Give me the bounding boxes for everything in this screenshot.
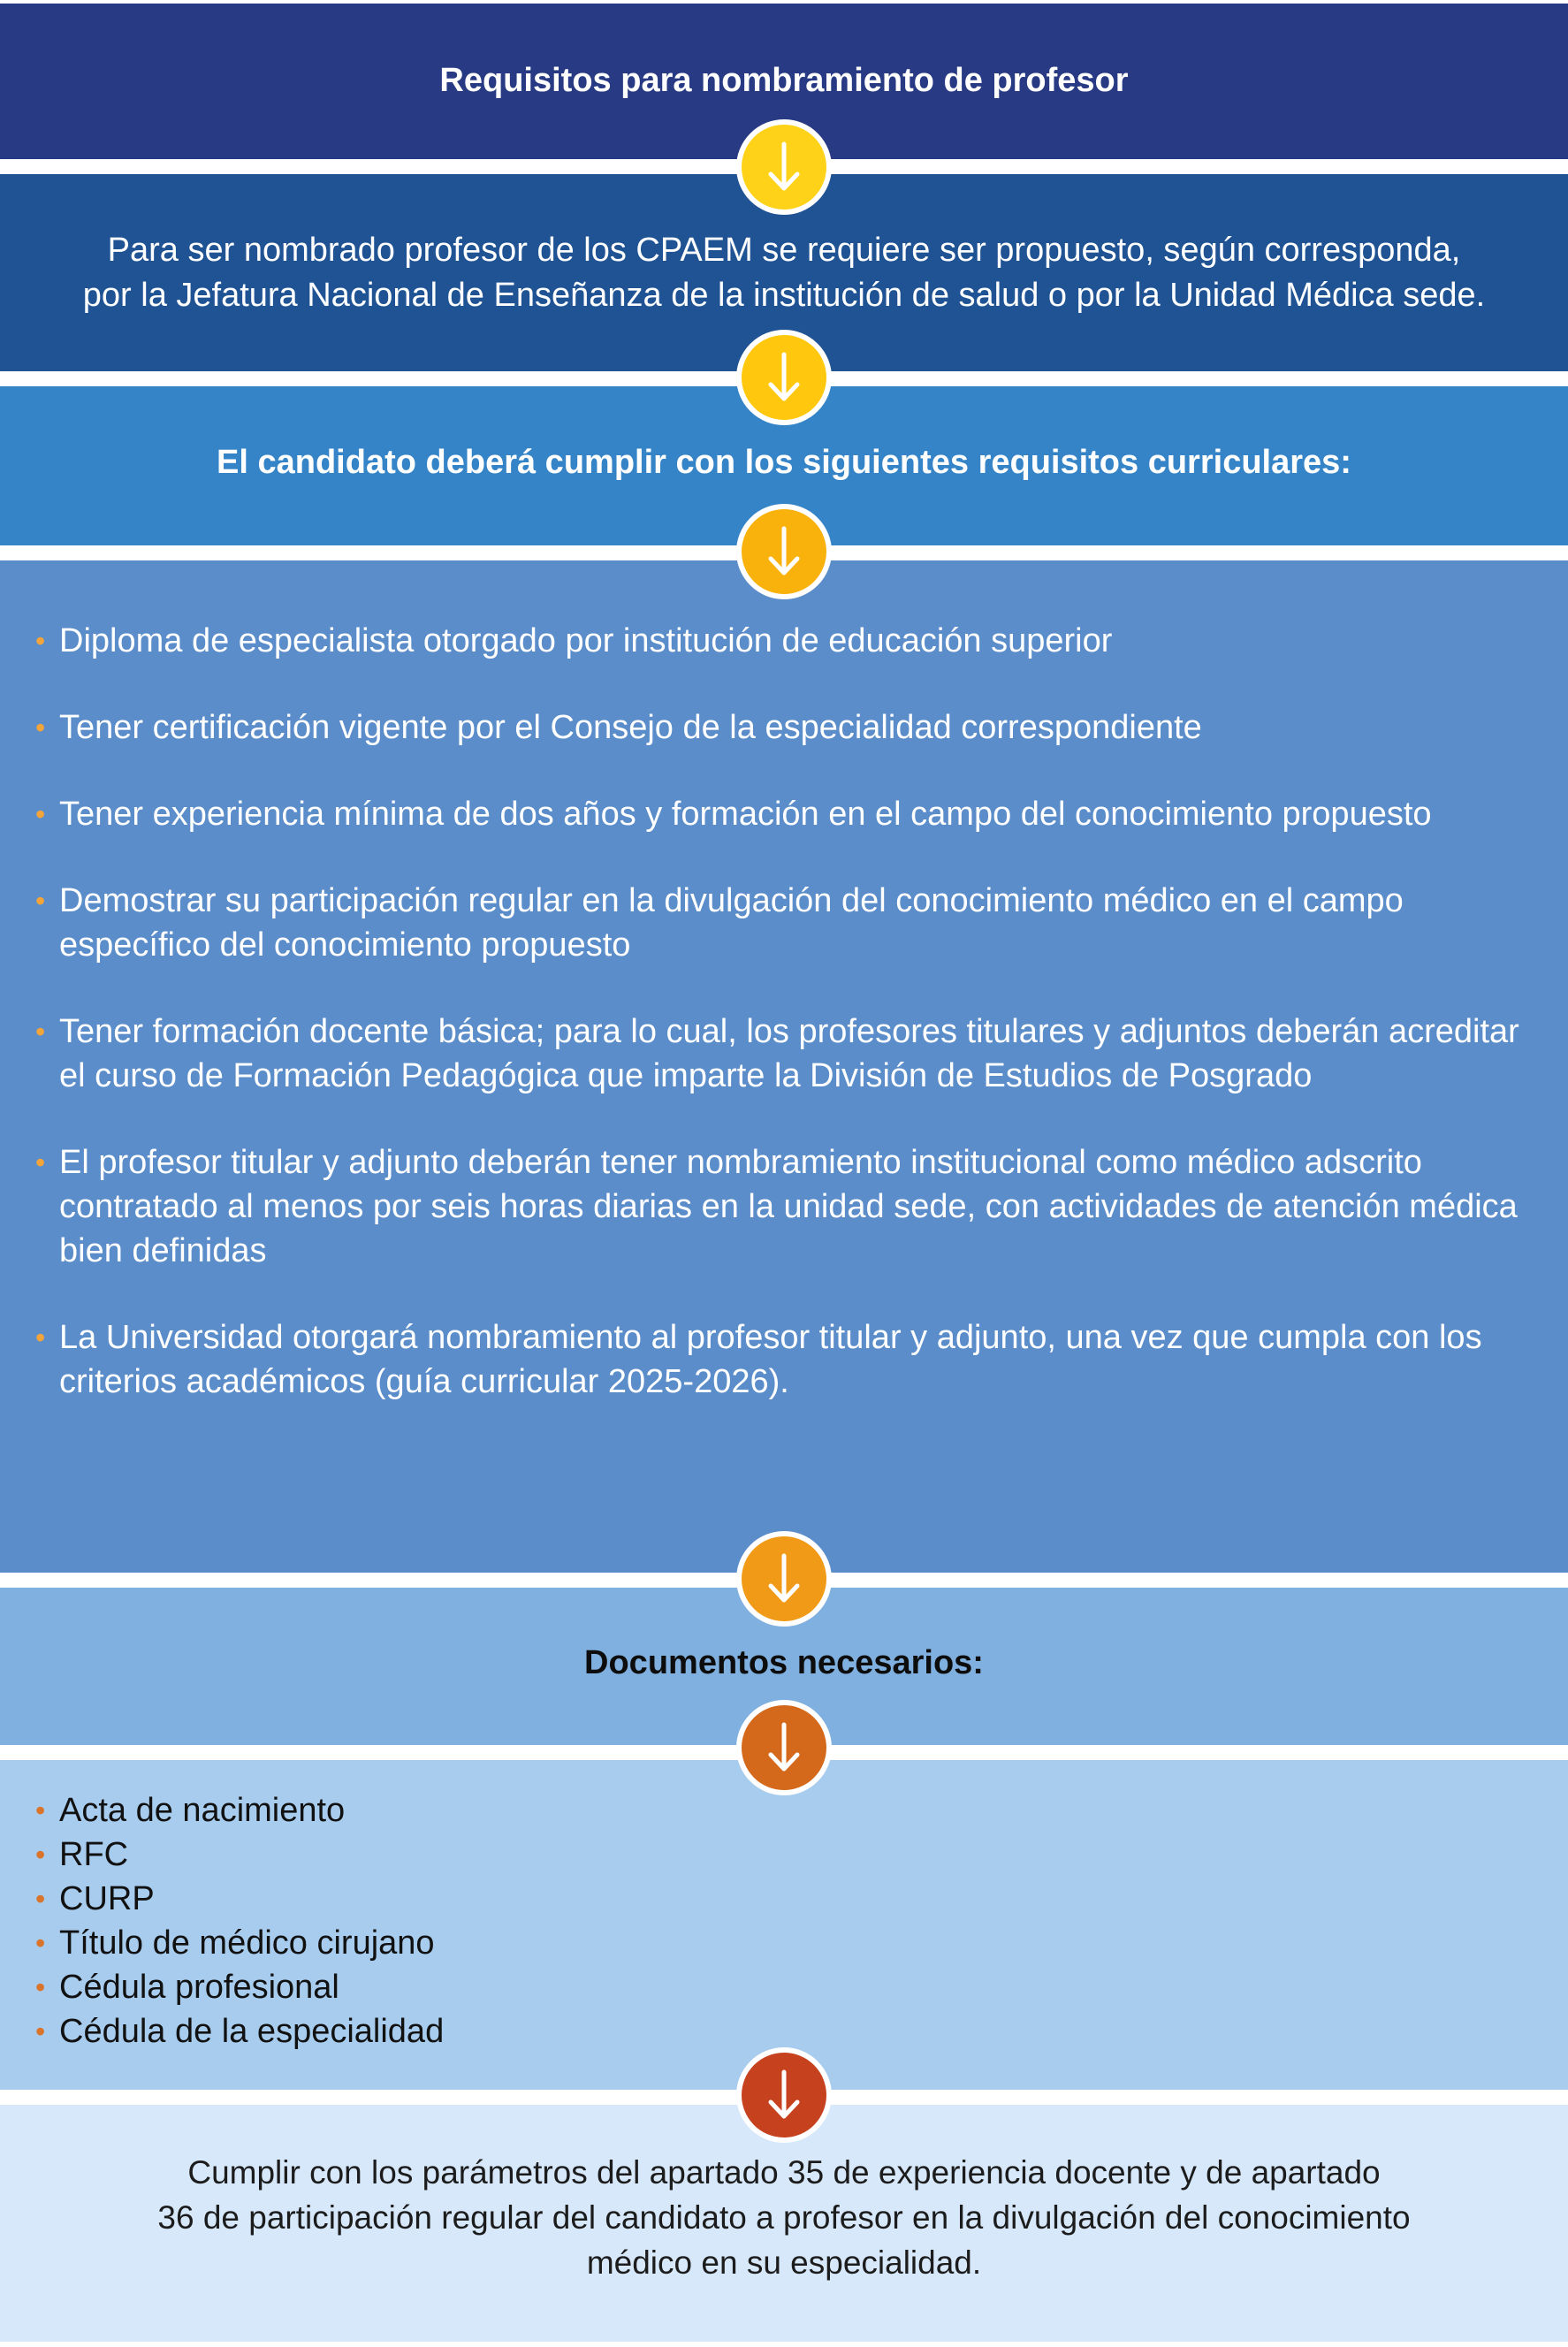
documents-list	[0, 1788, 1568, 2054]
closing-line-2: 36 de participación regular del candidato a profesor en la divulgación del conocimiento	[157, 2199, 1411, 2236]
documents-heading: Documentos necesarios:	[584, 1644, 984, 1681]
requirements-heading: El candidato deberá cumplir con los siguientes requisitos curriculares:	[217, 444, 1351, 481]
requirement-text: La Universidad otorgará nombramiento al profesor titular y adjunto, una vez que cumpla con los criterios académicos (guía curricular 2025-2026).	[59, 1319, 1482, 1400]
arrow-down-icon	[736, 1531, 832, 1627]
requirement-item	[0, 879, 1568, 967]
document-text: Cédula de la especialidad	[59, 2013, 445, 2050]
diagram-title: Requisitos para nombramiento de profesor	[439, 62, 1129, 99]
document-text: Cédula profesional	[59, 1969, 339, 2006]
bullet-icon: •	[35, 798, 46, 830]
bullet-icon: •	[35, 1883, 46, 1915]
requirement-text: Tener certificación vigente por el Consejo de la especialidad correspondiente	[59, 709, 1202, 746]
bullet-icon: •	[35, 2016, 46, 2047]
document-text: RFC	[59, 1836, 129, 1873]
document-text: Acta de nacimiento	[59, 1792, 346, 1829]
arrow-down-icon	[736, 504, 832, 599]
document-item	[0, 1877, 1568, 1921]
arrow-down-icon	[736, 2047, 832, 2143]
bullet-icon: •	[35, 1016, 46, 1048]
requirement-text: Tener experiencia mínima de dos años y formación en el campo del conocimiento propuesto	[59, 796, 1432, 833]
document-text: CURP	[59, 1880, 155, 1917]
requirement-item	[0, 1010, 1568, 1098]
bullet-icon: •	[35, 885, 46, 917]
arrow-down-icon	[736, 330, 832, 425]
requirement-text: Tener formación docente básica; para lo cual, los profesores titulares y adjuntos deberán acreditar el curso de Formación Pedagógica que imparte la División de Estudios de Posgrado	[59, 1013, 1519, 1094]
closing-line-3: médico en su especialidad.	[586, 2244, 982, 2281]
requirement-item	[0, 792, 1568, 836]
requirement-item	[0, 1315, 1568, 1404]
document-item	[0, 1965, 1568, 2009]
intro-text	[0, 228, 1568, 318]
arrow-down-icon	[736, 1700, 832, 1795]
document-item	[0, 1921, 1568, 1965]
bullet-icon: •	[35, 1839, 46, 1871]
bullet-icon: •	[35, 1927, 46, 1959]
bullet-icon: •	[35, 1147, 46, 1178]
intro-line-2: por la Jefatura Nacional de Enseñanza de la institución de salud o por la Unidad Médica sede.	[82, 277, 1486, 314]
requirement-text: Demostrar su participación regular en la divulgación del conocimiento médico en el campo específico del conocimiento propuesto	[59, 882, 1404, 964]
requirement-text: Diploma de especialista otorgado por institución de educación superior	[59, 622, 1113, 659]
document-text: Título de médico cirujano	[59, 1924, 435, 1962]
arrow-down-icon	[736, 119, 832, 215]
document-item	[0, 1833, 1568, 1877]
requirement-item	[0, 1140, 1568, 1273]
bullet-icon: •	[35, 1322, 46, 1353]
bullet-icon: •	[35, 1971, 46, 2003]
bullet-icon: •	[35, 625, 46, 657]
closing-line-1: Cumplir con los parámetros del apartado 35 de experiencia docente y de apartado	[187, 2154, 1381, 2191]
requirement-item	[0, 705, 1568, 750]
requirements-list	[0, 619, 1568, 1446]
requirement-text: El profesor titular y adjunto deberán tener nombramiento institucional como médico adscrito contratado al menos por seis horas diarias en la unidad sede, con actividades de atención médica bien definidas	[59, 1144, 1518, 1269]
closing-text	[0, 2150, 1568, 2285]
bullet-icon: •	[35, 1795, 46, 1826]
requirement-item	[0, 619, 1568, 663]
bullet-icon: •	[35, 712, 46, 743]
intro-line-1: Para ser nombrado profesor de los CPAEM se requiere ser propuesto, según corresponda,	[107, 232, 1461, 269]
